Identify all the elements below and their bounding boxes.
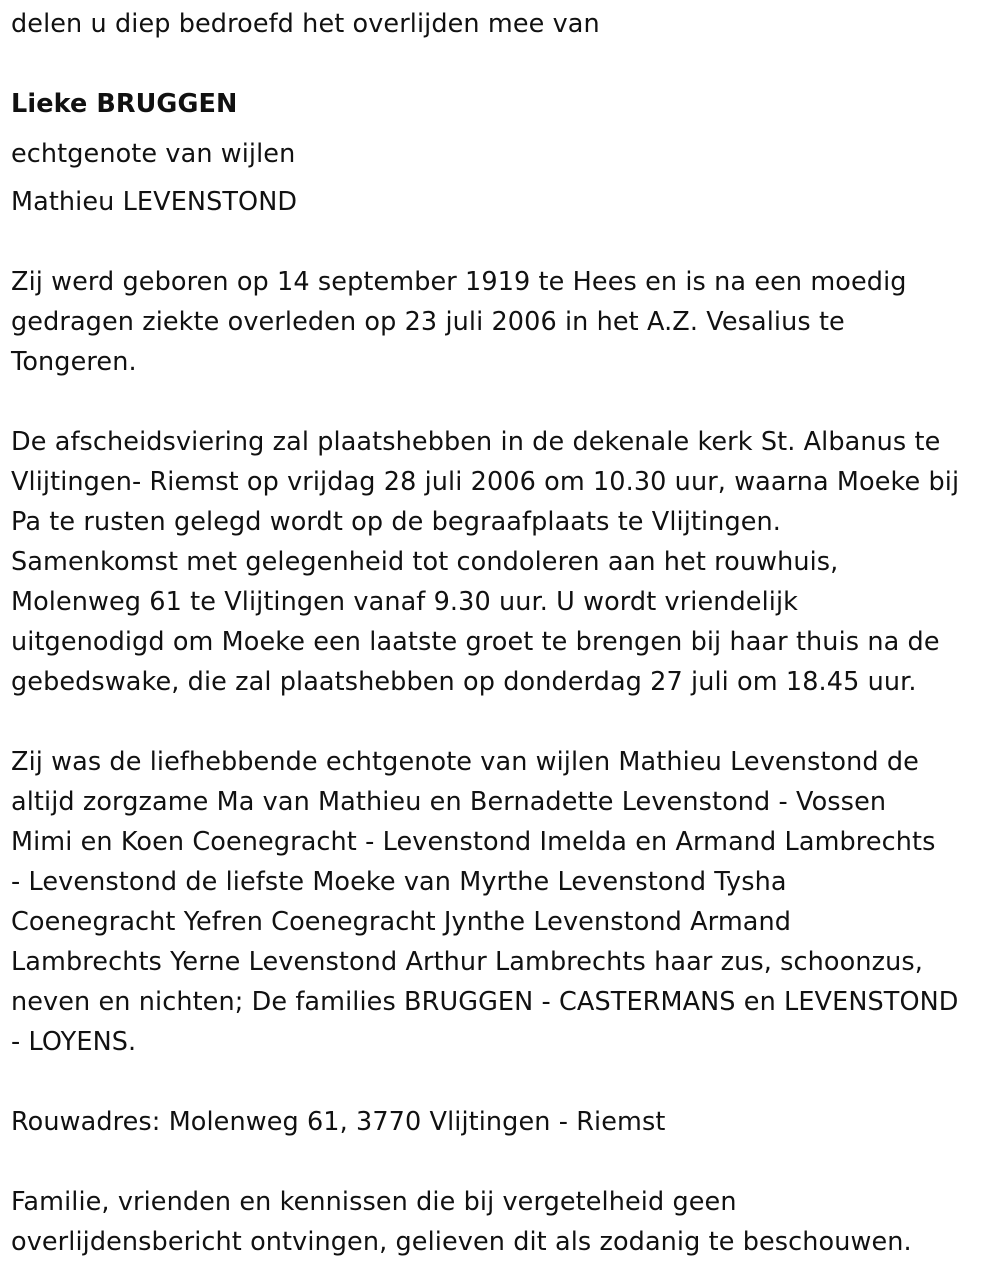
paragraph-line: Vlijtingen- Riemst op vrijdag 28 juli 2006 om 10.30 uur, waarna Moeke bij [11,467,960,497]
paragraph-line: neven en nichten; De families BRUGGEN - CASTERMANS en LEVENSTOND [11,987,959,1017]
paragraph-line: altijd zorgzame Ma van Mathieu en Bernadette Levenstond - Vossen [11,787,887,817]
paragraph-line: overlijdensbericht ontvingen, gelieven dit als zodanig te beschouwen. [11,1227,912,1257]
paragraph-line: Mimi en Koen Coenegracht - Levenstond Imelda en Armand Lambrechts [11,827,936,857]
mourning-address: Rouwadres: Molenweg 61, 3770 Vlijtingen - Riemst [11,1107,666,1137]
paragraph-line: uitgenodigd om Moeke een laatste groet te brengen bij haar thuis na de [11,627,940,657]
paragraph-line: Tongeren. [11,347,137,377]
paragraph-line: Familie, vrienden en kennissen die bij vergetelheid geen [11,1187,737,1217]
paragraph-line: Samenkomst met gelegenheid tot condoleren aan het rouwhuis, [11,547,839,577]
paragraph-line: gebedswake, die zal plaatshebben op donderdag 27 juli om 18.45 uur. [11,667,917,697]
paragraph-line: - LOYENS. [11,1027,137,1057]
paragraph-line: - Levenstond de liefste Moeke van Myrthe Levenstond Tysha [11,867,787,897]
paragraph-line: Molenweg 61 te Vlijtingen vanaf 9.30 uur. U wordt vriendelijk [11,587,799,617]
paragraph-line: De afscheidsviering zal plaatshebben in de dekenale kerk St. Albanus te [11,427,941,457]
paragraph-line: gedragen ziekte overleden op 23 juli 2006 in het A.Z. Vesalius te [11,307,845,337]
paragraph-line: Zij was de liefhebbende echtgenote van wijlen Mathieu Levenstond de [11,747,919,777]
deceased-name: Lieke BRUGGEN [11,89,238,119]
intro-text: delen u diep bedroefd het overlijden mee van [11,9,600,39]
paragraph-line: Lambrechts Yerne Levenstond Arthur Lambrechts haar zus, schoonzus, [11,947,923,977]
paragraph-line: Pa te rusten gelegd wordt op de begraafplaats te Vlijtingen. [11,507,781,537]
spouse-name: Mathieu LEVENSTOND [11,187,298,217]
relation-text: echtgenote van wijlen [11,139,296,169]
paragraph-line: Coenegracht Yefren Coenegracht Jynthe Levenstond Armand [11,907,792,937]
paragraph-line: Zij werd geboren op 14 september 1919 te Hees en is na een moedig [11,267,907,297]
